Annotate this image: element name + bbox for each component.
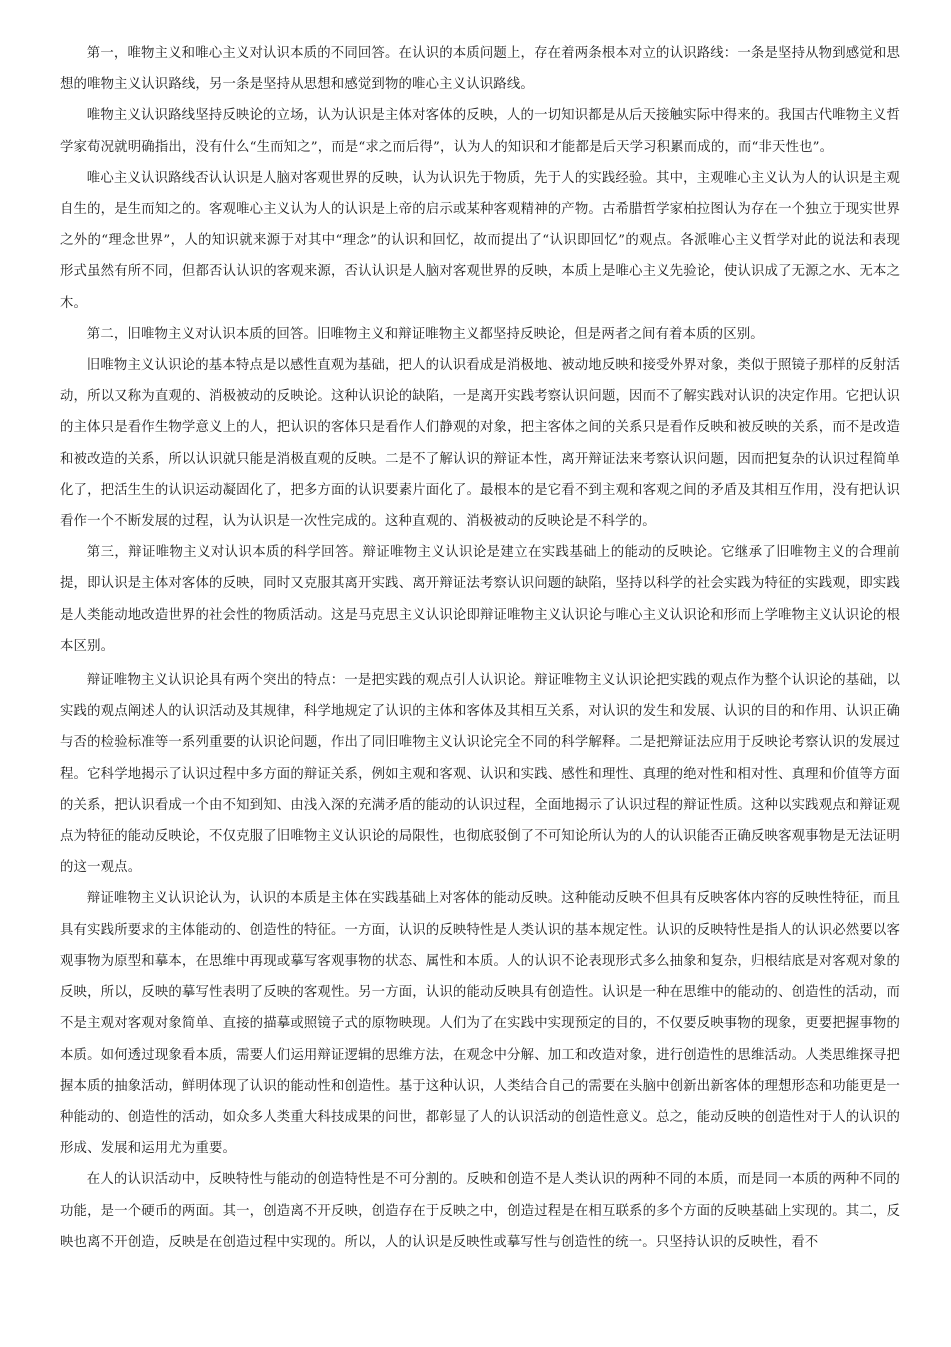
document-page (60, 38, 900, 1258)
paragraph: 辩证唯物主义认识论认为，认识的本质是主体在实践基础上对客体的能动反映。这种能动反映不但具有反映客体内容的反映性特征，而且具有实践所要求的主体能动的、创造性的特征。一方面，认识的反映特性是人类认识的基本规定性。认识的反映特性是指人的认识必然要以客观事物为原型和摹本，在思维中再现或摹写客观事物的状态、属性和本质。人的认识不论表现形式多么抽象和复杂，归根结底是对客观对象的反映，所以，反映的摹写性表明了反映的客观性。另一方面，认识的能动反映具有创造性。认识是一种在思维中的能动的、创造性的活动，而不是主观对客观对象简单、直接的描摹或照镜子式的原物映现。人们为了在实践中实现预定的目的，不仅要反映事物的现象，更要把握事物的本质。如何透过现象看本质，需要人们运用辩证逻辑的思维方法，在观念中分解、加工和改造对象，进行创造性的思维活动。人类思维探寻把握本质的抽象活动，鲜明体现了认识的能动性和创造性。基于这种认识，人类结合自己的需要在头脑中创新出新客体的理想形态和功能更是一种能动的、创造性的活动，如众多人类重大科技成果的问世，都彰显了人的认识活动的创造性意义。总之，能动反映的创造性对于人的认识的形成、发展和运用尤为重要。 (60, 891, 900, 1157)
paragraph: 第二，旧唯物主义对认识本质的回答。旧唯物主义和辩证唯物主义都坚持反映论，但是两者之间有着本质的区别。 (86, 326, 764, 342)
paragraph: 第一，唯物主义和唯心主义对认识本质的不同回答。在认识的本质问题上，存在着两条根本对立的认识路线：一条是坚持从物到感觉和思想的唯物主义认识路线，另一条是坚持从思想和感觉到物的唯心主义认识路线。 (60, 46, 900, 93)
paragraph: 辩证唯物主义认识论具有两个突出的特点：一是把实践的观点引人认识论。辩证唯物主义认识论把实践的观点作为整个认识论的基础，以实践的观点阐述人的认识活动及其规律，科学地规定了认识的主体和客体及其相互关系，对认识的发生和发展、认识的目的和作用、认识正确与否的检验标准等一系列重要的认识论问题，作出了同旧唯物主义认识论完全不同的科学解释。二是把辩证法应用于反映论考察认识的发展过程。它科学地揭示了认识过程中多方面的辩证关系，例如主观和客观、认识和实践、感性和理性、真理的绝对性和相对性、真理和价值等方面的关系，把认识看成一个由不知到知、由浅入深的充满矛盾的能动的认识过程，全面地揭示了认识过程的辩证性质。这种以实践观点和辩证观点为特征的能动反映论，不仅克服了旧唯物主义认识论的局限性，也彻底驳倒了不可知论所认为的人的认识能否正确反映客观事物是无法证明的这一观点。 (60, 673, 900, 876)
paragraph: 唯物主义认识路线坚持反映论的立场，认为认识是主体对客体的反映，人的一切知识都是从后天接触实际中得来的。我国古代唯物主义哲学家荀况就明确指出，没有什么“生而知之”，而是“求之而后得”，认为人的知识和才能都是后天学习积累而成的，而“非天性也”。 (60, 108, 900, 155)
paragraph: 在人的认识活动中，反映特性与能动的创造特性是不可分割的。反映和创造不是人类认识的两种不同的本质，而是同一本质的两种不同的功能，是一个硬币的两面。其一，创造离不开反映，创造存在于反映之中，创造过程是在相互联系的多个方面的反映基础上实现的。其二，反映也离不开创造，反映是在创造过程中实现的。所以，人的认识是反映性或摹写性与创造性的统一。只坚持认识的反映性，看不 (60, 1172, 900, 1250)
paragraph: 第三，辩证唯物主义对认识本质的科学回答。辩证唯物主义认识论是建立在实践基础上的能动的反映论。它继承了旧唯物主义的合理前提，即认识是主体对客体的反映，同时又克服其离开实践、离开辩证法考察认识问题的缺陷，坚持以科学的社会实践为特征的实践观，即实践是人类能动地改造世界的社会性的物质活动。这是马克思主义认识论即辩证唯物主义认识论与唯心主义认识论和形而上学唯物主义认识论的根本区别。 (60, 545, 900, 654)
paragraph: 旧唯物主义认识论的基本特点是以感性直观为基础，把人的认识看成是消极地、被动地反映和接受外界对象，类似于照镜子那样的反射活动，所以又称为直观的、消极被动的反映论。这种认识论的缺陷，一是离开实践考察认识问题，因而不了解实践对认识的决定作用。它把认识的主体只是看作生物学意义上的人，把认识的客体只是看作人们静观的对象，把主客体之间的关系只是看作反映和被反映的关系，而不是改造和被改造的关系，所以认识就只能是消极直观的反映。二是不了解认识的辩证本性，离开辩证法来考察认识问题，因而把复杂的认识过程简单化了，把活生生的认识运动凝固化了，把多方面的认识要素片面化了。最根本的是它看不到主观和客观之间的矛盾及其相互作用，没有把认识看作一个不断发展的过程，认为认识是一次性完成的。这种直观的、消极被动的反映论是不科学的。 (60, 358, 900, 530)
paragraph: 唯心主义认识路线否认认识是人脑对客观世界的反映，认为认识先于物质，先于人的实践经验。其中，主观唯心主义认为人的认识是主观自生的，是生而知之的。客观唯心主义认为人的认识是上帝的启示或某种客观精神的产物。古希腊哲学家柏拉图认为存在一个独立于现实世界之外的“理念世界”，人的知识就来源于对其中“理念”的认识和回忆，故而提出了“认识即回忆”的观点。各派唯心主义哲学对此的说法和表现形式虽然有所不同，但都否认认识的客观来源，否认认识是人脑对客观世界的反映，本质上是唯心主义先验论，使认识成了无源之水、无本之木。 (60, 170, 900, 311)
